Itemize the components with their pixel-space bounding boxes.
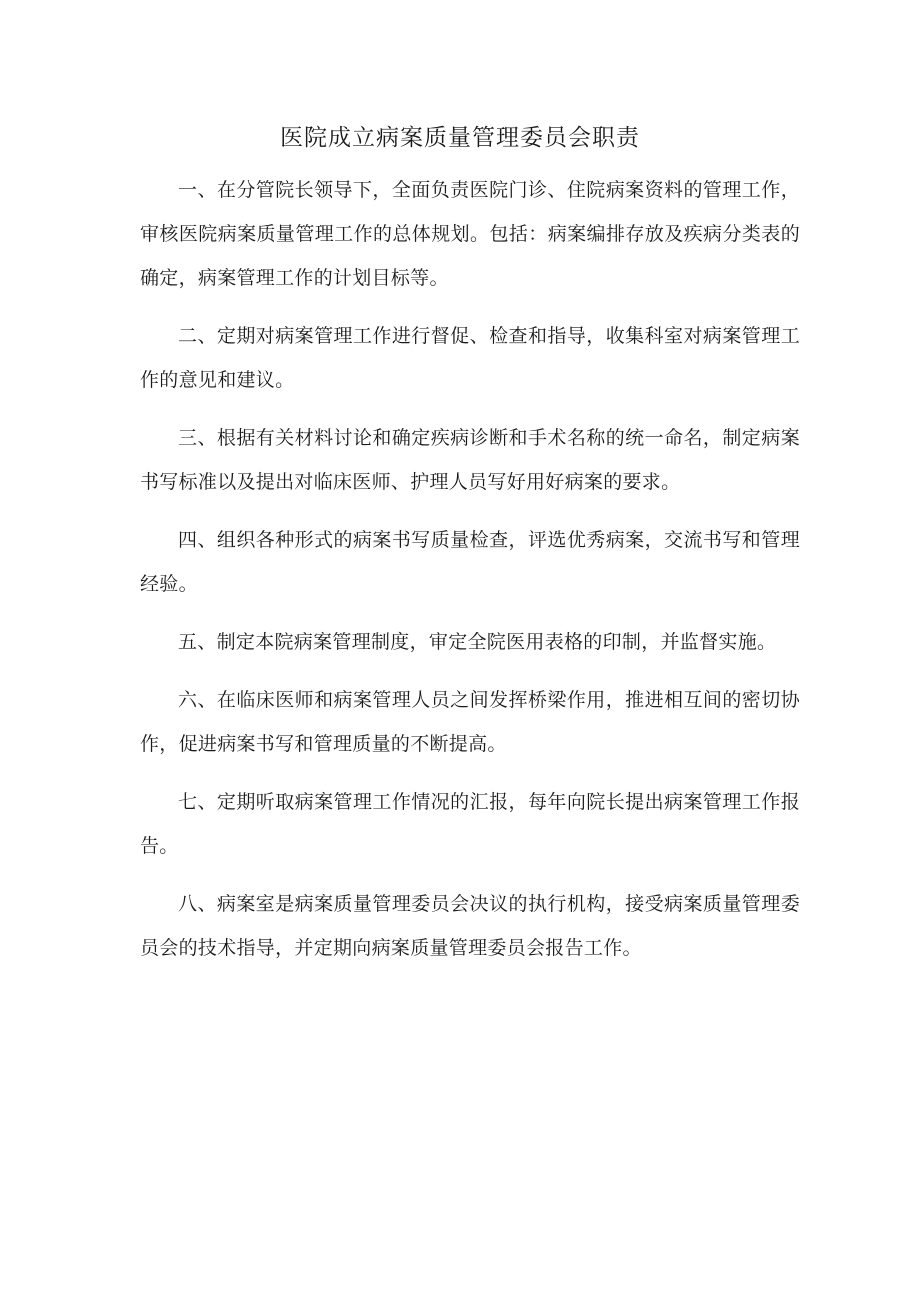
paragraph-3: 三、根据有关材料讨论和确定疾病诊断和手术名称的统一命名，制定病案书写标准以及提出对临床医师、护理人员写好用好病案的要求。 — [140, 427, 800, 493]
paragraph-7: 七、定期听取病案管理工作情况的汇报，每年向院长提出病案管理工作报告。 — [140, 791, 800, 857]
paragraph-2: 二、定期对病案管理工作进行督促、检查和指导，收集科室对病案管理工作的意见和建议。 — [140, 325, 800, 391]
paragraph-5: 五、制定本院病案管理制度，审定全院医用表格的印制，并监督实施。 — [178, 631, 777, 653]
document-title: 医院成立病案质量管理委员会职责 — [280, 125, 640, 151]
paragraph-4: 四、组织各种形式的病案书写质量检查，评选优秀病案，交流书写和管理经验。 — [140, 529, 800, 595]
paragraph-1: 一、在分管院长领导下，全面负责医院门诊、住院病案资料的管理工作，审核医院病案质量管理工作的总体规划。包括：病案编排存放及疾病分类表的确定，病案管理工作的计划目标等。 — [140, 179, 800, 289]
document-body — [140, 168, 800, 984]
paragraph-8: 八、病案室是病案质量管理委员会决议的执行机构，接受病案质量管理委员会的技术指导，并定期向病案质量管理委员会报告工作。 — [140, 893, 800, 959]
paragraph-6: 六、在临床医师和病案管理人员之间发挥桥梁作用，推进相互间的密切协作，促进病案书写和管理质量的不断提高。 — [140, 689, 800, 755]
